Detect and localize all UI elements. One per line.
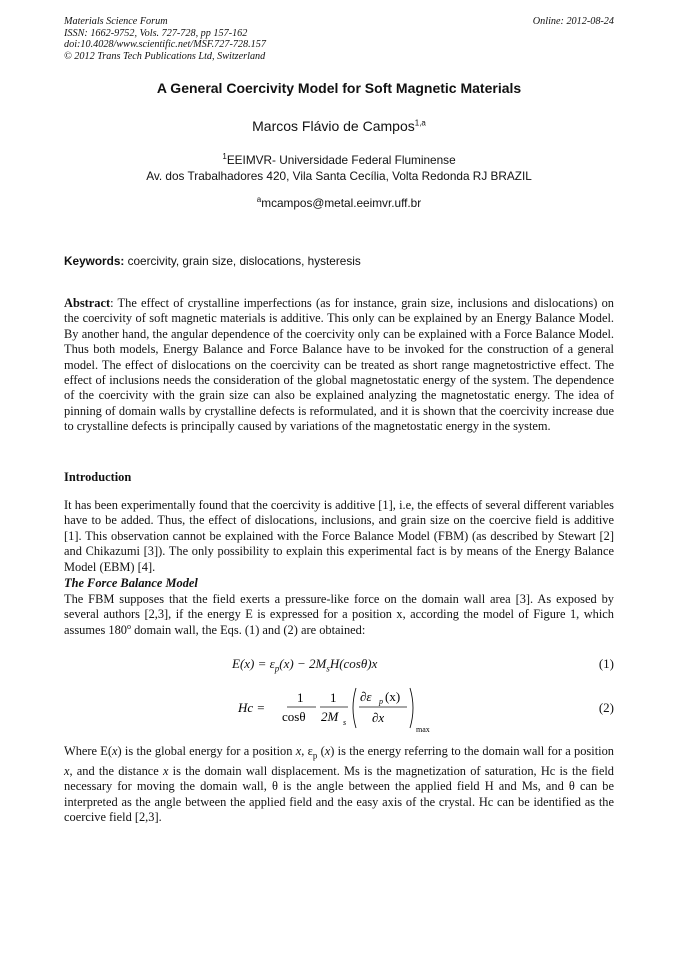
copyright-line: © 2012 Trans Tech Publications Ltd, Switzerland: [64, 50, 266, 62]
author-line: [0, 118, 678, 134]
equation-1: [64, 654, 614, 676]
eq2-sub-s: s: [343, 718, 347, 727]
variables-text-part: p: [312, 750, 318, 761]
variables-text-part: x: [112, 744, 118, 758]
eq2-lhs: Hc =: [238, 700, 266, 715]
variables-text-part: (: [317, 744, 325, 758]
abstract: [64, 296, 614, 435]
author-email: [0, 196, 678, 210]
fbm-text-b: domain wall, the Eqs. (1) and (2) are obtained:: [130, 622, 366, 637]
equation-1-expression: $E(x) = \varepsilon_p(x) - 2M_sH(\cos\theta)x$: [232, 656, 378, 674]
keywords-label: Keywords:: [64, 254, 125, 268]
doi-line: doi:10.4028/www.scientific.net/MSF.727-728.157: [64, 39, 266, 51]
eq2-partial-top: ∂ε: [360, 689, 372, 704]
eq2-cos: cosθ: [282, 709, 306, 724]
fbm-paragraph: [64, 592, 614, 638]
affiliation-line-2: Av. dos Trabalhadores 420, Vila Santa Cecília, Volta Redonda RJ BRAZIL: [146, 169, 532, 183]
variables-text-part: , ε: [301, 744, 313, 758]
abstract-label: Abstract: [64, 296, 111, 310]
introduction-heading: Introduction: [64, 470, 132, 484]
variables-text-part: is the domain wall displacement. Ms is the magnetization of saturation, Hc is the field necessary for moving the domain wall, θ is the angle between the applied field H and Ms, and θ can be interpreted as the angle between the applied field and the easy axis of the crystal. Hc can be identified as the coercive field [2,3].: [64, 763, 614, 825]
affiliation: [0, 152, 678, 184]
variables-text-part: ) is the global energy for a position: [117, 744, 296, 758]
affiliation-line-1: EEIMVR- Universidade Federal Fluminense: [226, 153, 456, 167]
degree-superscript: o: [126, 621, 131, 631]
keywords-text: coercivity, grain size, dislocations, hysteresis: [124, 254, 361, 268]
variables-paragraph: [64, 744, 614, 826]
author-superscript: 1,a: [414, 118, 426, 128]
introduction-paragraph: It has been experimentally found that the coercivity is additive [1], i.e, the effects of several different variables have to be added. Thus, the effect of dislocations, inclusions, and grain size on the coercive field is additive [1]. This observation cannot be explained with the Force Balance Model (FBM) (as described by Stewart [2] and Chikazumi [3]). The only possibility to explain this experimental fact is by means of the Energy Balance Model (EBM) [4].: [64, 498, 614, 574]
eq2-x-paren: (x): [385, 689, 401, 704]
eq2-one-b: 1: [330, 690, 337, 705]
email-address: mcampos@metal.eeimvr.uff.br: [261, 196, 422, 210]
equation-2-expression: [232, 684, 472, 734]
eq2-sub-p: p: [379, 697, 383, 706]
eq2-max: max: [416, 725, 430, 734]
journal-name: Materials Science Forum: [64, 16, 168, 27]
eq2-2m: 2M: [321, 709, 339, 724]
fbm-heading: The Force Balance Model: [64, 576, 198, 590]
issn-line: ISSN: 1662-9752, Vols. 727-728, pp 157-162: [64, 27, 248, 39]
paper-title: A General Coercivity Model for Soft Magnetic Materials: [156, 80, 522, 96]
variables-text-part: x: [295, 744, 302, 758]
variables-text-part: , and the distance: [69, 763, 163, 778]
keywords: [64, 254, 614, 268]
online-date: Online: 2012-08-24: [532, 16, 614, 27]
eq2-partial-bot: ∂x: [372, 710, 385, 725]
variables-text-part: x: [324, 744, 331, 758]
variables-text-part: x: [64, 763, 70, 778]
variables-text-part: Where E(: [64, 744, 113, 758]
equation-2-number: (2): [598, 700, 614, 715]
variables-text-part: ) is the energy referring to the domain wall for a position: [330, 744, 614, 758]
journal-header: [64, 16, 614, 62]
author-name: Marcos Flávio de Campos: [252, 118, 415, 134]
eq2-one-a: 1: [297, 690, 304, 705]
abstract-text: : The effect of crystalline imperfections (as for instance, grain size, inclusions and dislocations) on the coercivity of soft magnetic materials is additive. This only can be explained by an Energy Balance Model. By another hand, the angular dependence of the coercivity only can be explained with a Force Balance Model. Thus both models, Energy Balance and Force Balance have to be invoked for the construction of a general model. The effect of dislocations on the coercivity can be treated as short range magnetostrictive effect. The effect of inclusions needs the consideration of the global magnetostatic energy of the system. The dependence of the coercivity with the grain size can also be explained analyzing the magnetostatic energy. The idea of pinning of domain walls by crystalline defects is reformulated, and it is shown that the coercivity increase due to crystalline defects is principally caused by variations of the magnetostatic energy in the system.: [64, 296, 614, 434]
equation-1-number: (1): [598, 656, 614, 671]
fbm-text-a: The FBM supposes that the field exerts a pressure-like force on the domain wall area [3]. As exposed by several authors [2,3], if the energy E is expressed for a position x, according the model of Figure 1, which assumes 180: [64, 592, 614, 637]
affiliation-superscript: 1: [222, 152, 227, 162]
email-superscript: a: [256, 195, 262, 205]
equation-2: [64, 684, 614, 734]
variables-text-part: x: [162, 763, 169, 778]
